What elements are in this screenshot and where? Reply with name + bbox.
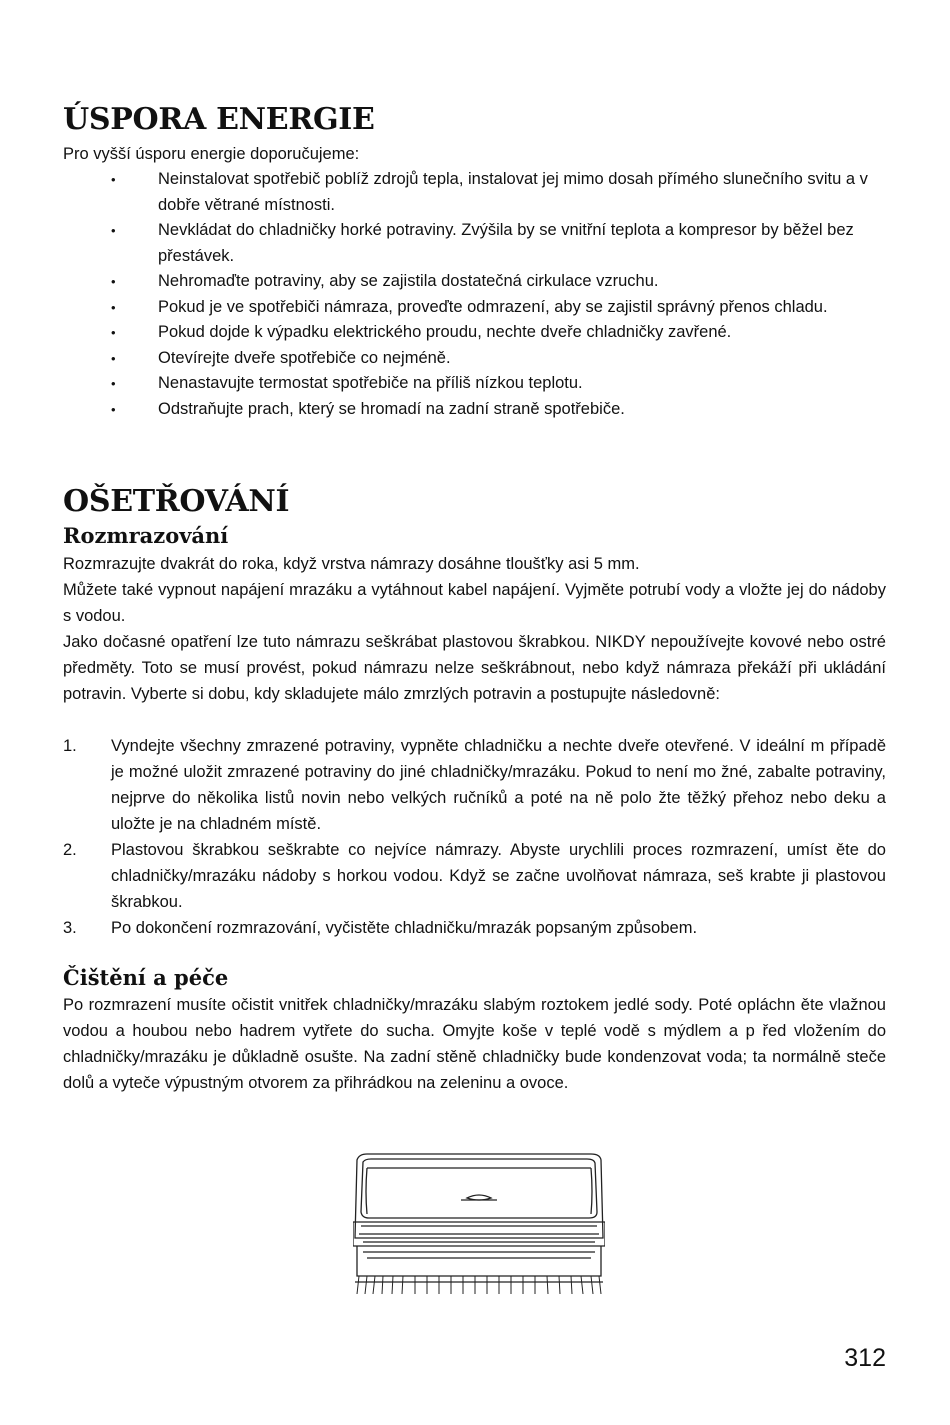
defrost-steps-list xyxy=(63,733,886,941)
step-number: 1. xyxy=(63,737,77,755)
list-item-text: Odstraňujte prach, který se hromadí na zadní straně spotřebiče. xyxy=(158,399,625,418)
list-item-text: Nehromaďte potraviny, aby se zajistila dostatečná cirkulace vzruchu. xyxy=(158,272,659,290)
list-item-text: Nenastavujte termostat spotřebiče na příliš nízkou teplotu. xyxy=(158,374,583,392)
bullet-icon: • xyxy=(111,376,116,391)
defrost-paragraph-2: Můžete také vypnout napájení mrazáku a vytáhnout kabel napájení. Vyjměte potrubí vody a vložte jej do nádoby s vodou. xyxy=(63,581,886,625)
bullet-icon: • xyxy=(111,325,116,340)
step-number: 3. xyxy=(63,919,77,937)
bullet-icon: • xyxy=(111,350,116,366)
bullet-icon: • xyxy=(111,401,116,417)
list-item-text: Pokud je ve spotřebiči námraza, proveďte odmrazení, aby se zajistil správný přenos chladu. xyxy=(158,297,828,316)
list-item xyxy=(63,320,886,346)
subheading-defrosting: Rozmrazování xyxy=(63,523,229,548)
list-item xyxy=(63,733,886,837)
section-title-maintenance: OŠETŘOVÁNÍ xyxy=(63,484,290,519)
subheading-cleaning-and-care: Čištění a péče xyxy=(63,965,229,990)
list-item-text: Nevkládat do chladničky horké potraviny. Zvýšila by se vnitřní teplota a kompresor by běžel bez přestávek. xyxy=(158,221,854,265)
list-item xyxy=(63,218,886,269)
list-item xyxy=(63,371,886,397)
list-item xyxy=(63,295,886,321)
section-title-energy-saving: ÚSPORA ENERGIE xyxy=(63,102,375,137)
step-text: Vyndejte všechny zmrazené potraviny, vypněte chladničku a nechte dveře otevřené. V ideální m případě je možné uložit zmrazené potraviny do jiné chladničky/mrazáku. Pokud to není mo žné, zabalte potraviny, nejprve do několika listů novin nebo velkých ručníků a poté na ně polo žte těžký přehoz nebo deku a uložte je na chladném místě. xyxy=(111,737,886,833)
bullet-icon: • xyxy=(111,223,116,238)
page-number: 312 xyxy=(844,1344,886,1372)
step-number: 2. xyxy=(63,841,77,859)
list-item xyxy=(63,346,886,372)
step-text: Po dokončení rozmrazování, vyčistěte chladničku/mrazák popsaným způsobem. xyxy=(111,919,698,937)
energy-intro: Pro vyšší úsporu energie doporučujeme: xyxy=(63,145,360,163)
list-item xyxy=(63,269,886,295)
bullet-icon: • xyxy=(111,299,116,315)
chest-freezer-illustration xyxy=(353,1152,605,1294)
list-item xyxy=(63,837,886,915)
defrost-paragraph-1: Rozmrazujte dvakrát do roka, když vrstva námrazy dosáhne tloušťky asi 5 mm. xyxy=(63,555,640,573)
list-item xyxy=(63,167,886,218)
defrost-paragraph-3: Jako dočasné opatření lze tuto námrazu seškrábat plastovou škrabkou. NIKDY nepoužívejte kovové nebo ostré předměty. Toto se musí provést, pokud námrazu nelze seškrábnout, nebo když námraza překáží při ukládání potravin. Vyberte si dobu, kdy skladujete málo zmrzlých potravin a postupujte následovně: xyxy=(63,633,886,703)
list-item-text: Pokud dojde k výpadku elektrického proudu, nechte dveře chladničky zavřené. xyxy=(158,323,732,341)
freezer-drawing-icon xyxy=(353,1152,605,1294)
list-item-text: Neinstalovat spotřebič poblíž zdrojů tepla, instalovat jej mimo dosah přímého slunečního svitu a v dobře větrané místnosti. xyxy=(158,170,868,214)
bullet-icon: • xyxy=(111,274,116,289)
step-text: Plastovou škrabkou seškrabte co nejvíce námrazy. Abyste urychlili proces rozmrazení, umíst ěte do chladničky/mrazáku nádoby s horkou vodou. Když se začne uvolňovat námraza, seš krabte ji plastovou škrabkou. xyxy=(111,841,886,911)
cleaning-paragraph: Po rozmrazení musíte očistit vnitřek chladničky/mrazáku slabým roztokem jedlé sody. Poté opláchn ěte vlažnou vodou a houbou nebo hadrem vytřete do sucha. Omyjte koše v teplé vodě s mýdlem a p řed vložením do chladničky/mrazáku je důkladně osušte. Na zadní stěně chladničky bude kondenzovat voda; ta normálně steče dolů a vyteče výpustným otvorem za přihrádkou na zeleninu a ovoce. xyxy=(63,996,886,1092)
list-item xyxy=(63,915,886,941)
document-page xyxy=(63,0,886,1425)
bullet-icon: • xyxy=(111,172,116,187)
list-item xyxy=(63,397,886,423)
list-item-text: Otevírejte dveře spotřebiče co nejméně. xyxy=(158,348,451,367)
energy-tips-list xyxy=(63,167,886,422)
